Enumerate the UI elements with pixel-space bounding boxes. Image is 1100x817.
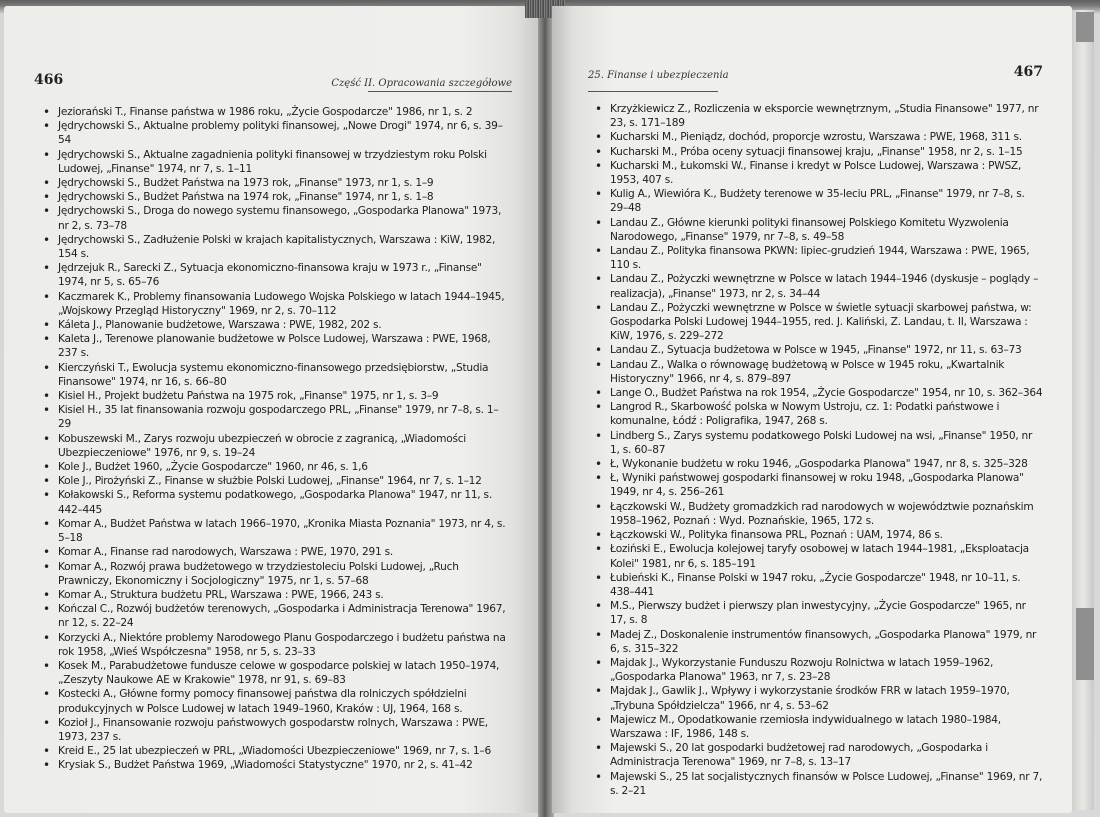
bibliography-entry: • Krzyżkiewicz Z., Rozliczenia w eksporcie wewnętrznym, „Studia Finansowe" 1977, nr 23, s. 171–189 — [594, 102, 1044, 130]
bibliography-entry: • Łoziński E., Ewolucja kolejowej taryfy osobowej w latach 1944–1981, „Eksploatacja Kolei" 1981, nr 6, s. 185–191 — [594, 542, 1044, 570]
bibliography-entry: • Majewski S., 25 lat socjalistycznych finansów w Polsce Ludowej, „Finanse" 1969, nr 7, s. 2–21 — [594, 770, 1044, 798]
bibliography-entry: • Landau Z., Pożyczki wewnętrzne w Polsce w świetle sytuacji skarbowej państwa, w: Gospodarka Polski Ludowej 1944–1955, red. J. Kaliński, Z. Landau, t. II, Warszawa : KiW, 1976, s. 229–272 — [594, 301, 1044, 344]
bibliography-list — [42, 105, 510, 773]
page-number: 466 — [34, 72, 64, 88]
bibliography-entry: • Kisiel H., 35 lat finansowania rozwoju gospodarczego PRL, „Finanse" 1979, nr 7–8, s. 1–29 — [42, 403, 510, 431]
bibliography-entry: • Majdak J., Wykorzystanie Funduszu Rozwoju Rolnictwa w latach 1959–1962, „Gospodarka Planowa" 1963, nr 7, s. 23–28 — [594, 656, 1044, 684]
right-page-header — [588, 64, 1043, 90]
bibliography-entry: • Kosek M., Parabudżetowe fundusze celowe w gospodarce polskiej w latach 1950–1974, „Zeszyty Naukowe AE w Krakowie" 1978, nr 91, s. 69–83 — [42, 659, 510, 687]
bibliography-entry: • Kaczmarek K., Problemy finansowania Ludowego Wojska Polskiego w latach 1944–1945, „Wojskowy Przegląd Historyczny" 1969, nr 2, s. 70–112 — [42, 290, 510, 318]
bibliography-entry: • Kucharski M., Pieniądz, dochód, proporcje wzrostu, Warszawa : PWE, 1968, 311 s. — [594, 130, 1044, 144]
bibliography-entry: • Komar A., Rozwój prawa budżetowego w trzydziestoleciu Polski Ludowej, „Ruch Prawniczy, Ekonomiczny i Socjologiczny" 1975, nr 1, s. 57–68 — [42, 560, 510, 588]
bibliography-entry: • Jędrzejuk R., Sarecki Z., Sytuacja ekonomiczno-finansowa kraju w 1973 r., „Finanse" 1974, nr 5, s. 65–76 — [42, 261, 510, 289]
bibliography-entry: • Langrod R., Skarbowość polska w Nowym Ustroju, cz. 1: Podatki państwowe i komunalne, Łódź : Poligrafika, 1947, 268 s. — [594, 400, 1044, 428]
bibliography-entry: • Łączkowski W., Polityka finansowa PRL, Poznań : UAM, 1974, 86 s. — [594, 528, 1044, 542]
header-rule — [368, 91, 512, 92]
bibliography-entry: • Kole J., Budżet 1960, „Życie Gospodarcze" 1960, nr 46, s. 1,6 — [42, 460, 510, 474]
bibliography-entry: • Jeziorański T., Finanse państwa w 1986 roku, „Życie Gospodarcze" 1986, nr 1, s. 2 — [42, 105, 510, 119]
bibliography-entry: • Łubieński K., Finanse Polski w 1947 roku, „Życie Gospodarcze" 1948, nr 10–11, s. 438–441 — [594, 571, 1044, 599]
left-page — [4, 6, 540, 813]
left-page-header — [34, 70, 512, 90]
bibliography-entry: • Komar A., Budżet Państwa w latach 1966–1970, „Kronika Miasta Poznania" 1973, nr 4, s. 5–18 — [42, 517, 510, 545]
bibliography-entry: • Kołakowski S., Reforma systemu podatkowego, „Gospodarka Planowa" 1947, nr 11, s. 442–445 — [42, 488, 510, 516]
page-number: 467 — [1013, 64, 1043, 80]
bibliography-entry: • Kończal C., Rozwój budżetów terenowych, „Gospodarka i Administracja Terenowa" 1967, nr 12, s. 22–24 — [42, 602, 510, 630]
bibliography-entry: • Krysiak S., Budżet Państwa 1969, „Wiadomości Statystyczne" 1970, nr 2, s. 41–42 — [42, 758, 510, 772]
bibliography-entry: • Lange O., Budżet Państwa na rok 1954, „Życie Gospodarcze" 1954, nr 10, s. 362–364 — [594, 386, 1044, 400]
bibliography-entry: • Landau Z., Polityka finansowa PKWN: lipiec-grudzień 1944, Warszawa : PWE, 1965, 110 s. — [594, 244, 1044, 272]
right-page — [552, 6, 1072, 813]
bibliography-entry: • Jędrychowski S., Budżet Państwa na 1973 rok, „Finanse" 1973, nr 1, s. 1–9 — [42, 176, 510, 190]
bibliography-entry: • Majewski S., 20 lat gospodarki budżetowej rad narodowych, „Gospodarka i Administracja Terenowa" 1969, nr 7–8, s. 13–17 — [594, 741, 1044, 769]
bibliography-entry: • Kostecki A., Główne formy pomocy finansowej państwa dla rolniczych spółdzielni produkcyjnych w Polsce Ludowej w latach 1949–1960, Kraków : UJ, 1964, 168 s. — [42, 687, 510, 715]
bibliography-entry: • Kreid E., 25 lat ubezpieczeń w PRL, „Wiadomości Ubezpieczeniowe" 1969, nr 7, s. 1–6 — [42, 744, 510, 758]
bibliography-entry: • Komar A., Struktura budżetu PRL, Warszawa : PWE, 1966, 243 s. — [42, 588, 510, 602]
thumb-index-tab — [1076, 608, 1094, 680]
bibliography-entry: • Landau Z., Sytuacja budżetowa w Polsce w 1945, „Finanse" 1972, nr 11, s. 63–73 — [594, 343, 1044, 357]
bibliography-entry: • Jędrychowski S., Budżet Państwa na 1974 rok, „Finanse" 1974, nr 1, s. 1–8 — [42, 190, 510, 204]
bibliography-entry: • Korzycki A., Niektóre problemy Narodowego Planu Gospodarczego i budżetu państwa na rok 1958, „Wieś Współczesna" 1958, nr 5, s. 23–33 — [42, 631, 510, 659]
running-head: 25. Finanse i ubezpieczenia — [588, 70, 729, 81]
bibliography-entry: • Majdak J., Gawlik J., Wpływy i wykorzystanie środków FRR w latach 1959–1970, „Trybuna Spółdzielcza" 1966, nr 4, s. 53–62 — [594, 684, 1044, 712]
bibliography-entry: • Komar A., Finanse rad narodowych, Warszawa : PWE, 1970, 291 s. — [42, 545, 510, 559]
bibliography-entry: • Łączkowski W., Budżety gromadzkich rad narodowych w województwie poznańskim 1958–1962, Poznań : Wyd. Poznańskie, 1965, 172 s. — [594, 500, 1044, 528]
bibliography-entry: • Kucharski M., Próba oceny sytuacji finansowej kraju, „Finanse" 1958, nr 2, s. 1–15 — [594, 145, 1044, 159]
bibliography-entry: • Jędrychowski S., Aktualne problemy polityki finansowej, „Nowe Drogi" 1974, nr 6, s. 39–54 — [42, 119, 510, 147]
bibliography-entry: • Jędrychowski S., Droga do nowego systemu finansowego, „Gospodarka Planowa" 1973, nr 2, s. 73–78 — [42, 204, 510, 232]
bibliography-entry: • Ł, Wyniki państwowej gospodarki finansowej w roku 1948, „Gospodarka Planowa" 1949, nr 4, s. 256–261 — [594, 471, 1044, 499]
bibliography-entry: • Ł, Wykonanie budżetu w roku 1946, „Gospodarka Planowa" 1947, nr 8, s. 325–328 — [594, 457, 1044, 471]
page-stack-edge — [1072, 10, 1094, 810]
bibliography-entry: • Kaleta J., Terenowe planowanie budżetowe w Polsce Ludowej, Warszawa : PWE, 1968, 237 s. — [42, 332, 510, 360]
bibliography-entry: • Jędrychowski S., Aktualne zagadnienia polityki finansowej w trzydziestym roku Polski Ludowej, „Finanse" 1974, nr 7, s. 1–11 — [42, 148, 510, 176]
bibliography-entry: • Kisiel H., Projekt budżetu Państwa na 1975 rok, „Finanse" 1975, nr 1, s. 3–9 — [42, 389, 510, 403]
bibliography-entry: • Káleta J., Planowanie budżetowe, Warszawa : PWE, 1982, 202 s. — [42, 318, 510, 332]
running-head: Część II. Opracowania szczegółowe — [331, 78, 512, 89]
bibliography-entry: • Kierczyński T., Ewolucja systemu ekonomiczno-finansowego przedsiębiorstw, „Studia Finansowe" 1974, nr 16, s. 66–80 — [42, 361, 510, 389]
bibliography-entry: • Jędrychowski S., Zadłużenie Polski w krajach kapitalistycznych, Warszawa : KiW, 1982, 154 s. — [42, 233, 510, 261]
bibliography-entry: • Kozioł J., Finansowanie rozwoju państwowych gospodarstw rolnych, Warszawa : PWE, 1973, 237 s. — [42, 716, 510, 744]
header-rule — [588, 91, 718, 92]
bibliography-entry: • Kulig A., Wiewióra K., Budżety terenowe w 35-leciu PRL, „Finanse" 1979, nr 7–8, s. 29–48 — [594, 187, 1044, 215]
thumb-index-tab — [1076, 12, 1094, 42]
bibliography-entry: • Lindberg S., Zarys systemu podatkowego Polski Ludowej na wsi, „Finanse" 1950, nr 1, s. 60–87 — [594, 429, 1044, 457]
bibliography-entry: • Kobuszewski M., Zarys rozwoju ubezpieczeń w obrocie z zagranicą, „Wiadomości Ubezpieczeniowe" 1976, nr 9, s. 19–24 — [42, 432, 510, 460]
bibliography-list — [594, 102, 1044, 798]
bibliography-entry: • Kucharski M., Łukomski W., Finanse i kredyt w Polsce Ludowej, Warszawa : PWSZ, 1953, 407 s. — [594, 159, 1044, 187]
bibliography-entry: • Majewicz M., Opodatkowanie rzemiosła indywidualnego w latach 1980–1984, Warszawa : IF, 1986, 148 s. — [594, 713, 1044, 741]
bibliography-entry: • Kole J., Pirożyński Z., Finanse w służbie Polski Ludowej, „Finanse" 1964, nr 7, s. 1–12 — [42, 474, 510, 488]
bibliography-entry: • Landau Z., Walka o równowagę budżetową w Polsce w 1945 roku, „Kwartalnik Historyczny" 1966, nr 4, s. 879–897 — [594, 358, 1044, 386]
bibliography-entry: • Landau Z., Główne kierunki polityki finansowej Polskiego Komitetu Wyzwolenia Narodowego, „Finanse" 1979, nr 7–8, s. 49–58 — [594, 216, 1044, 244]
bibliography-entry: • M.S., Pierwszy budżet i pierwszy plan inwestycyjny, „Życie Gospodarcze" 1965, nr 17, s. 8 — [594, 599, 1044, 627]
bibliography-entry: • Madej Z., Doskonalenie instrumentów finansowych, „Gospodarka Planowa" 1979, nr 6, s. 315–322 — [594, 628, 1044, 656]
bibliography-entry: • Landau Z., Pożyczki wewnętrzne w Polsce w latach 1944–1946 (dyskusje – poglądy – realizacja), „Finanse" 1973, nr 2, s. 34–44 — [594, 272, 1044, 300]
